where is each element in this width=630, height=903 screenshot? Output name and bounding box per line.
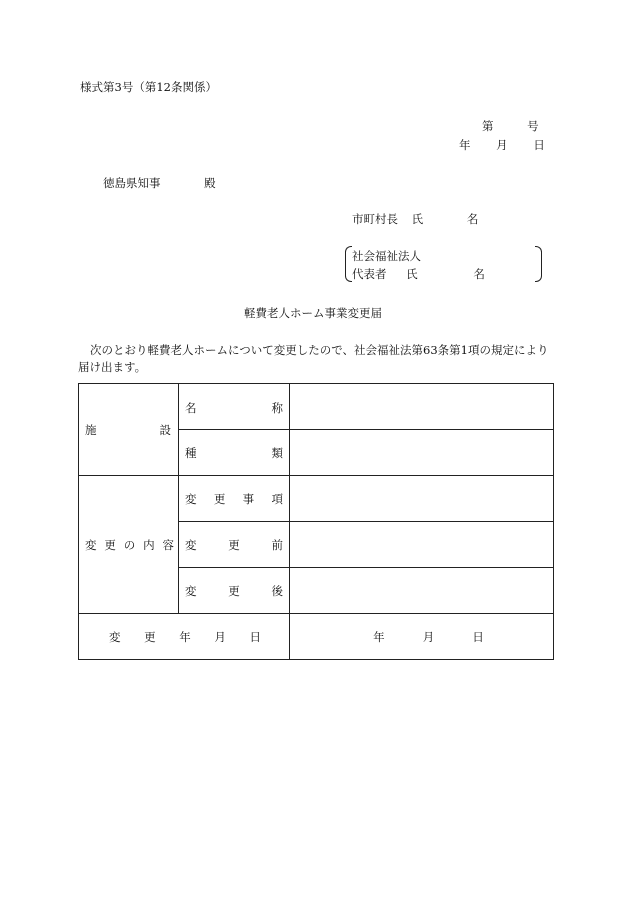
facility-name-value[interactable] — [290, 384, 554, 430]
date-day: 日 — [533, 138, 545, 152]
change-item-value[interactable] — [290, 476, 554, 522]
change-before-value[interactable] — [290, 522, 554, 568]
right-bracket — [535, 246, 542, 282]
mayor-mei: 名 — [466, 212, 479, 226]
facility-type-label: 種 類 — [179, 430, 290, 476]
corp-line: 社会福祉法人 — [352, 249, 421, 263]
addressee-honorific: 殿 — [204, 176, 216, 190]
addressee-name: 徳島県知事 — [103, 176, 161, 190]
rep-mei: 名 — [473, 267, 485, 281]
change-after-label: 変 更 後 — [179, 568, 290, 614]
doc-no-prefix: 第 — [482, 119, 494, 133]
date-year: 年 — [459, 138, 471, 152]
document-number — [482, 119, 539, 133]
change-date-value[interactable]: 年 月 日 — [290, 614, 554, 660]
change-before-label: 変 更 前 — [179, 522, 290, 568]
left-bracket — [345, 246, 352, 282]
document-date — [459, 138, 545, 152]
mayor-label: 市町村長 — [352, 212, 398, 226]
facility-name-label: 名 称 — [179, 384, 290, 430]
change-group-cell: 変 更 の 内 容 — [79, 476, 179, 614]
rep-line — [352, 267, 485, 281]
mayor-line — [352, 212, 478, 226]
form-number: 様式第3号（第12条関係） — [80, 80, 217, 94]
rep-shi: 氏 — [406, 267, 418, 281]
facility-type-value[interactable] — [290, 430, 554, 476]
mayor-shi: 氏 — [411, 212, 424, 226]
change-after-value[interactable] — [290, 568, 554, 614]
change-form-table — [78, 383, 554, 660]
addressee — [103, 176, 216, 190]
doc-no-suffix: 号 — [527, 119, 539, 133]
change-item-label: 変 更 事 項 — [179, 476, 290, 522]
body-line-2: 届け出ます。 — [78, 360, 147, 374]
date-month: 月 — [496, 138, 508, 152]
rep-label: 代表者 — [352, 267, 387, 281]
facility-group-cell: 施 設 — [79, 384, 179, 476]
document-title: 軽費老人ホーム事業変更届 — [244, 306, 382, 320]
change-date-label: 変 更 年 月 日 — [79, 614, 290, 660]
body-line-1: 次のとおり軽費老人ホームについて変更したので、社会福祉法第63条第1項の規定により — [90, 343, 549, 357]
